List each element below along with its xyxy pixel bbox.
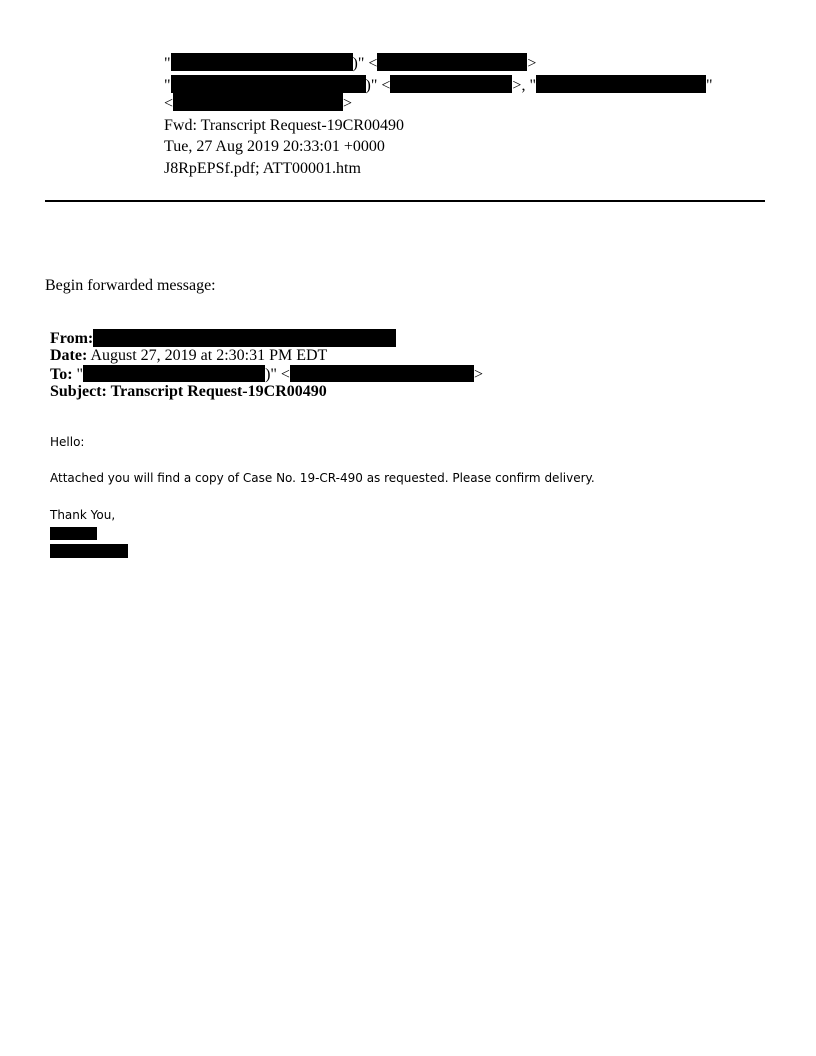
forwarded-from-row: [50, 329, 396, 348]
forwarded-to-label: To:: [50, 366, 73, 383]
redacted-sender: [93, 329, 396, 347]
attachments-value: J8RpEPSf.pdf; ATT00001.htm: [164, 160, 361, 177]
redacted-name: [171, 75, 366, 93]
forwarded-date-value: August 27, 2019 at 2:30:31 PM EDT: [90, 347, 328, 364]
redacted-name: [171, 53, 353, 71]
to-value-line2: < >: [164, 95, 353, 112]
redacted-name: [536, 75, 706, 93]
date-value: Tue, 27 Aug 2019 20:33:01 +0000: [164, 138, 385, 155]
body-closing: Thank You,: [50, 508, 116, 522]
body-message: Attached you will find a copy of Case No. 19-CR-490 as requested. Please confirm delivery.: [50, 471, 595, 485]
forwarded-subject-label: Subject:: [50, 383, 107, 400]
body-greeting: Hello:: [50, 435, 85, 449]
forwarded-subject-value: Transcript Request-19CR00490: [110, 383, 327, 400]
forwarded-to-row: To: " )" < >: [50, 366, 483, 383]
from-value: " )" < >: [164, 55, 537, 72]
to-value: " )" < >, " ": [164, 77, 713, 94]
redacted-name: [83, 365, 265, 382]
forwarded-subject-row: [50, 383, 327, 401]
forwarded-intro: Begin forwarded message:: [45, 277, 216, 294]
redacted-signature-name: [50, 527, 97, 540]
redacted-signature-title: [50, 544, 128, 558]
redacted-email: [173, 93, 343, 111]
header-divider: [45, 200, 765, 202]
forwarded-date-label: Date:: [50, 347, 88, 364]
redacted-email: [290, 365, 474, 382]
redacted-email: [377, 53, 527, 71]
subject-value: Fwd: Transcript Request-19CR00490: [164, 117, 405, 134]
forwarded-from-label: From:: [50, 330, 94, 347]
forwarded-date-row: [50, 347, 327, 365]
redacted-email: [390, 75, 512, 93]
